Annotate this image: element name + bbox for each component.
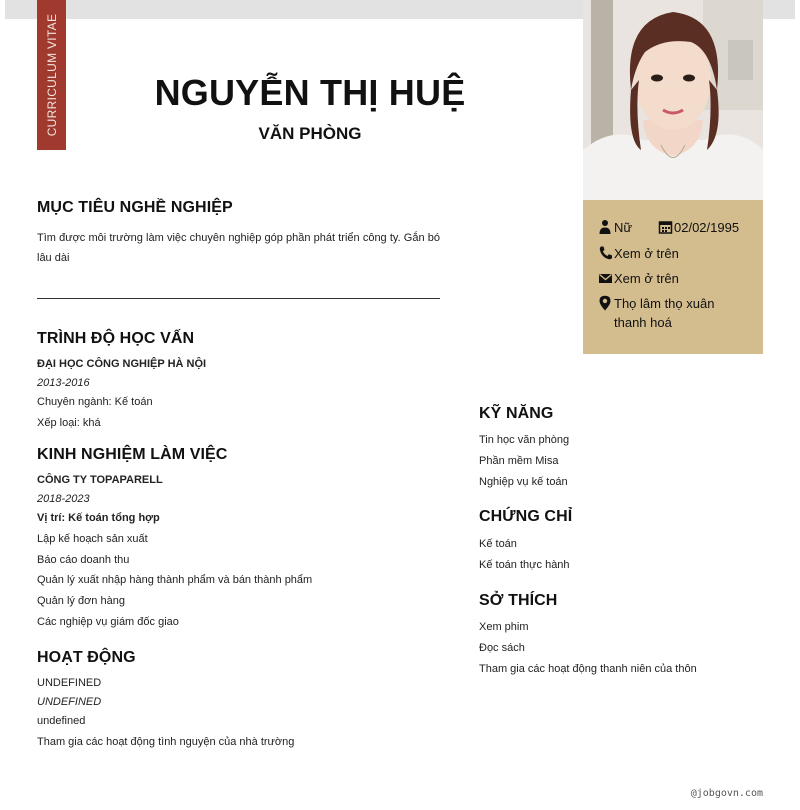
- education-school: ĐẠI HỌC CÔNG NGHIỆP HÀ NỘI: [37, 358, 207, 370]
- birthdate-value: 02/02/1995: [674, 220, 740, 235]
- gender-row: [598, 218, 632, 237]
- phone-row: [598, 244, 679, 263]
- education-major: Chuyên ngành: Kế toán: [37, 396, 153, 408]
- education-grade: Xếp loại: khá: [37, 417, 101, 429]
- experience-position: Vị trí: Kế toán tổng hợp: [37, 512, 160, 524]
- hobby-item: Xem phim: [479, 621, 529, 633]
- cv-tab-label: CURRICULUM VITAE: [44, 13, 59, 137]
- experience-duty: Lập kế hoạch sản xuất: [37, 533, 148, 545]
- person-icon: [598, 219, 614, 235]
- activities-heading: HOẠT ĐỘNG: [37, 649, 136, 666]
- objective-text: Tìm được môi trường làm việc chuyên nghiệp góp phần phát triển công ty. Gắn bó lâu dài: [37, 232, 440, 264]
- skill-item: Tin học văn phòng: [479, 434, 570, 446]
- gender-value: Nữ: [614, 220, 633, 235]
- experience-heading: KINH NGHIỆM LÀM VIỆC: [37, 446, 228, 463]
- watermark: @jobgovn.com: [690, 788, 763, 799]
- skill-item: Nghiệp vụ kế toán: [479, 476, 568, 488]
- curriculum-vitae-tab: [37, 0, 66, 150]
- education-heading: TRÌNH ĐỘ HỌC VẤN: [37, 330, 195, 347]
- experience-years: 2018-2023: [37, 493, 90, 505]
- calendar-icon: [658, 219, 674, 235]
- hobby-item: Đọc sách: [479, 642, 525, 654]
- hobby-item: Tham gia các hoạt động thanh niên của thôn: [479, 663, 697, 675]
- activities-org: UNDEFINED: [37, 677, 102, 689]
- candidate-role: VĂN PHÒNG: [258, 124, 362, 143]
- experience-duty: Các nghiệp vụ giám đốc giao: [37, 616, 179, 628]
- activities-desc: Tham gia các hoạt động tình nguyện của nhà trường: [37, 736, 295, 748]
- address-row: [598, 294, 748, 332]
- section-divider: [37, 298, 440, 299]
- skills-heading: KỸ NĂNG: [479, 405, 554, 422]
- phone-icon: [598, 245, 614, 261]
- profile-photo: [583, 0, 763, 200]
- certificate-item: Kế toán: [479, 538, 517, 550]
- hobbies-heading: SỞ THÍCH: [479, 592, 558, 609]
- email-value: Xem ở trên: [614, 271, 679, 286]
- mail-icon: [598, 270, 614, 286]
- experience-duty: Quản lý đơn hàng: [37, 595, 125, 607]
- experience-duty: Quản lý xuất nhập hàng thành phẩm và bán thành phẩm: [37, 574, 313, 586]
- certificate-item: Kế toán thực hành: [479, 559, 570, 571]
- experience-duty: Báo cáo doanh thu: [37, 554, 130, 566]
- education-years: 2013-2016: [37, 377, 90, 389]
- certificates-heading: CHỨNG CHỈ: [479, 508, 573, 525]
- contact-info-box: [583, 200, 763, 354]
- address-value: Thọ lâm thọ xuân thanh hoá: [614, 296, 715, 330]
- email-row: [598, 269, 679, 288]
- skill-item: Phần mềm Misa: [479, 455, 559, 467]
- activities-years: UNDEFINED: [37, 696, 102, 708]
- activities-role: undefined: [37, 715, 86, 727]
- objective-heading: MỤC TIÊU NGHỀ NGHIỆP: [37, 199, 233, 216]
- birthdate-row: [658, 218, 739, 237]
- candidate-name: NGUYỄN THỊ HUỆ: [154, 72, 466, 113]
- experience-company: CÔNG TY TOPAPARELL: [37, 474, 163, 486]
- location-pin-icon: [598, 295, 614, 311]
- phone-value: Xem ở trên: [614, 246, 679, 261]
